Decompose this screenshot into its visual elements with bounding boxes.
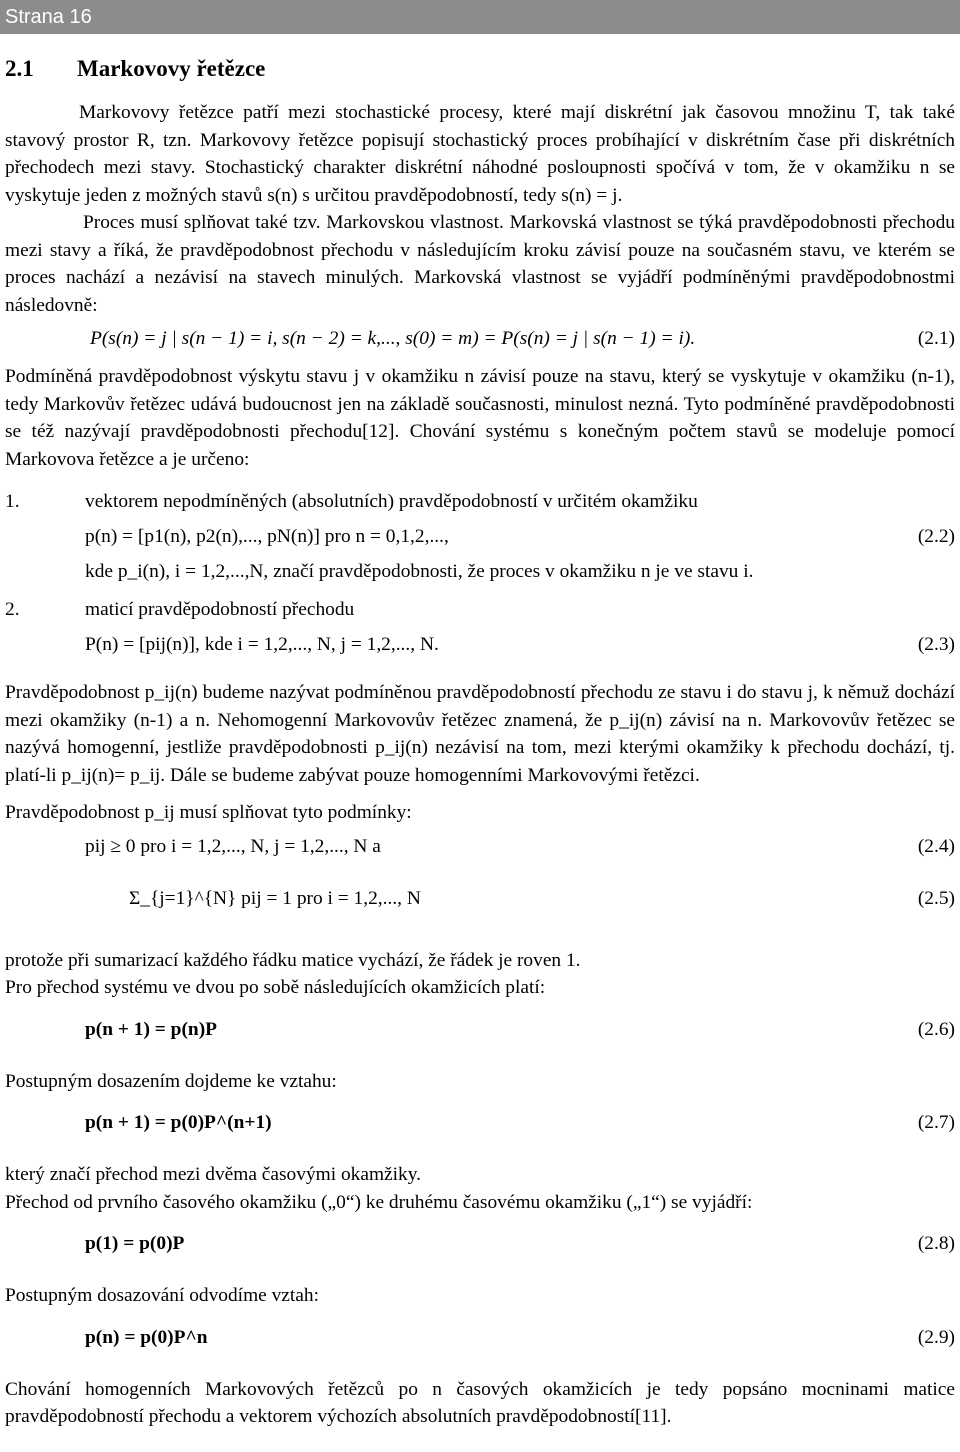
- list-text: vektorem nepodmíněných (absolutních) pravděpodobností v určitém okamžiku: [85, 491, 698, 512]
- paragraph-first-transition: Přechod od prvního časového okamžiku („0“) ke druhému časovému okamžiku („1“) se vyjádří:: [5, 1191, 753, 1213]
- paragraph-row-sum: protože při sumarizací každého řádku matice vychází, že řádek je roven 1.: [5, 949, 581, 971]
- list-item: [5, 595, 955, 625]
- paragraph-conclusion: Chování homogenních Markovových řetězců po n časových okamžicích je tedy popsáno mocninami matice pravděpodobností přechodu a vektorem výchozích absolutních pravděpodobností[11].: [5, 1378, 955, 1427]
- list-item: [5, 487, 955, 517]
- document-body: [5, 56, 955, 1431]
- equation-formula: Σ_{j=1}^{N} pij = 1 pro i = 1,2,..., N: [129, 887, 421, 909]
- section-title: Markovovy řetězce: [77, 56, 266, 81]
- equation-formula: p(n) = p(0)P^n: [85, 1326, 208, 1348]
- equation-number: (2.1): [917, 328, 955, 349]
- equation-number: (2.4): [917, 835, 955, 857]
- paragraph-derivation: Postupným dosazování odvodíme vztah:: [5, 1285, 319, 1306]
- equation-formula: pij ≥ 0 pro i = 1,2,..., N, j = 1,2,..., N a: [85, 835, 381, 857]
- paragraph-transition-probability: Pravděpodobnost p_ij(n) budeme nazývat podmíněnou pravděpodobností přechodu ze stavu i do stavu j, k němuž dochází mezi okamžiky (n-1) a n. Nehomogenní Markovovův řetězec znamená, že p_ij(n) závisí na n. Markovovův řetězec se nazývá homogenní, jestliže pravděpodobnosti p_ij(n) nezávisí na tom, mezi kterými okamžiky k přechodu dochází, tj. platí-li p_ij(n)= p_ij. Dále se budeme zabývat pouze homogenními Markovovými řetězci.: [5, 682, 955, 786]
- equation-2-2: [5, 517, 955, 557]
- equation-formula: P(n) = [pij(n)], kde i = 1,2,..., N, j = 1,2,..., N.: [85, 634, 439, 655]
- equation-2-7: [5, 1103, 955, 1143]
- equation-formula: p(n + 1) = p(n)P: [85, 1018, 217, 1040]
- paragraph-two-moments: který značí přechod mezi dvěma časovými okamžiky.: [5, 1164, 422, 1185]
- equation-number: (2.5): [917, 887, 955, 909]
- section-number: 2.1: [5, 56, 34, 81]
- paragraph-conditional: Podmíněná pravděpodobnost výskytu stavu j v okamžiku n závisí pouze na stavu, který se vyskytuje v okamžiku (n-1), tedy Markovův řetězec udává budoucnost jen na základě současnosti, minulost nezná. Tyto podmíněné pravděpodobnosti se též nazývají pravděpodobnosti přechodu[12]. Chování systému s konečným počtem stavů se modeluje pomocí Markovova řetězce a je určeno:: [5, 366, 955, 470]
- equation-2-9: [5, 1318, 955, 1358]
- paragraph-substitution: Postupným dosazením dojdeme ke vztahu:: [5, 1070, 337, 1092]
- paragraph-markov-property: Proces musí splňovat také tzv. Markovskou vlastnost. Markovská vlastnost se týká pravděpodobnosti přechodu mezi stavy a říká, že pravděpodobnost přechodu v následujícím kroku závisí pouze na současném stavu, ve kterém se proces nachází a nezávisí na stavech minulých. Markovská vlastnost se vyjádří podmíněnými pravděpodobnostmi následovně:: [5, 212, 955, 316]
- equation-2-1: [5, 319, 955, 363]
- equation-number: (2.6): [917, 1018, 955, 1040]
- equation-2-3: [5, 625, 955, 665]
- list-number: 2.: [5, 599, 20, 620]
- equation-2-8: [5, 1224, 955, 1264]
- section-heading: [5, 56, 955, 82]
- equation-formula: p(1) = p(0)P: [85, 1233, 185, 1254]
- equation-number: (2.3): [917, 634, 955, 655]
- equation-formula: P(s(n) = j | s(n − 1) = i, s(n − 2) = k,..., s(0) = m) = P(s(n) = j | s(n − 1) = i).: [90, 328, 696, 349]
- list-text: maticí pravděpodobností přechodu: [85, 599, 355, 620]
- list-item-note: kde p_i(n), i = 1,2,...,N, značí pravděpodobnosti, že proces v okamžiku n je ve stavu i.: [85, 561, 754, 582]
- paragraph-intro: Markovovy řetězce patří mezi stochastické procesy, které mají diskrétní jak časovou množinu T, tak také stavový prostor R, tzn. Markovovy řetězce popisují stochastický proces probíhající v diskrétním čase při diskrétních přechodech mezi stavy. Stochastický charakter diskrétní náhodné posloupnosti spočívá v tom, že v okamžiku n se vyskytuje jeden z možných stavů s(n) s určitou pravděpodobností, tedy s(n) = j.: [5, 102, 955, 206]
- equation-2-6: [5, 1010, 955, 1050]
- page-number-label: Strana 16: [5, 6, 92, 28]
- page-header-bar: [0, 0, 960, 34]
- paragraph-two-steps: Pro přechod systému ve dvou po sobě následujících okamžicích platí:: [5, 977, 546, 998]
- equation-number: (2.9): [917, 1326, 955, 1348]
- equation-number: (2.2): [917, 526, 955, 547]
- equation-2-4: [5, 827, 955, 867]
- equation-2-5: [5, 867, 955, 931]
- equation-number: (2.8): [917, 1233, 955, 1254]
- paragraph-conditions: Pravděpodobnost p_ij musí splňovat tyto podmínky:: [5, 802, 412, 823]
- equation-formula: p(n + 1) = p(0)P^(n+1): [85, 1112, 272, 1133]
- equation-number: (2.7): [917, 1112, 955, 1133]
- equation-formula: p(n) = [p1(n), p2(n),..., pN(n)] pro n = 0,1,2,...,: [85, 526, 449, 547]
- list-number: 1.: [5, 491, 20, 512]
